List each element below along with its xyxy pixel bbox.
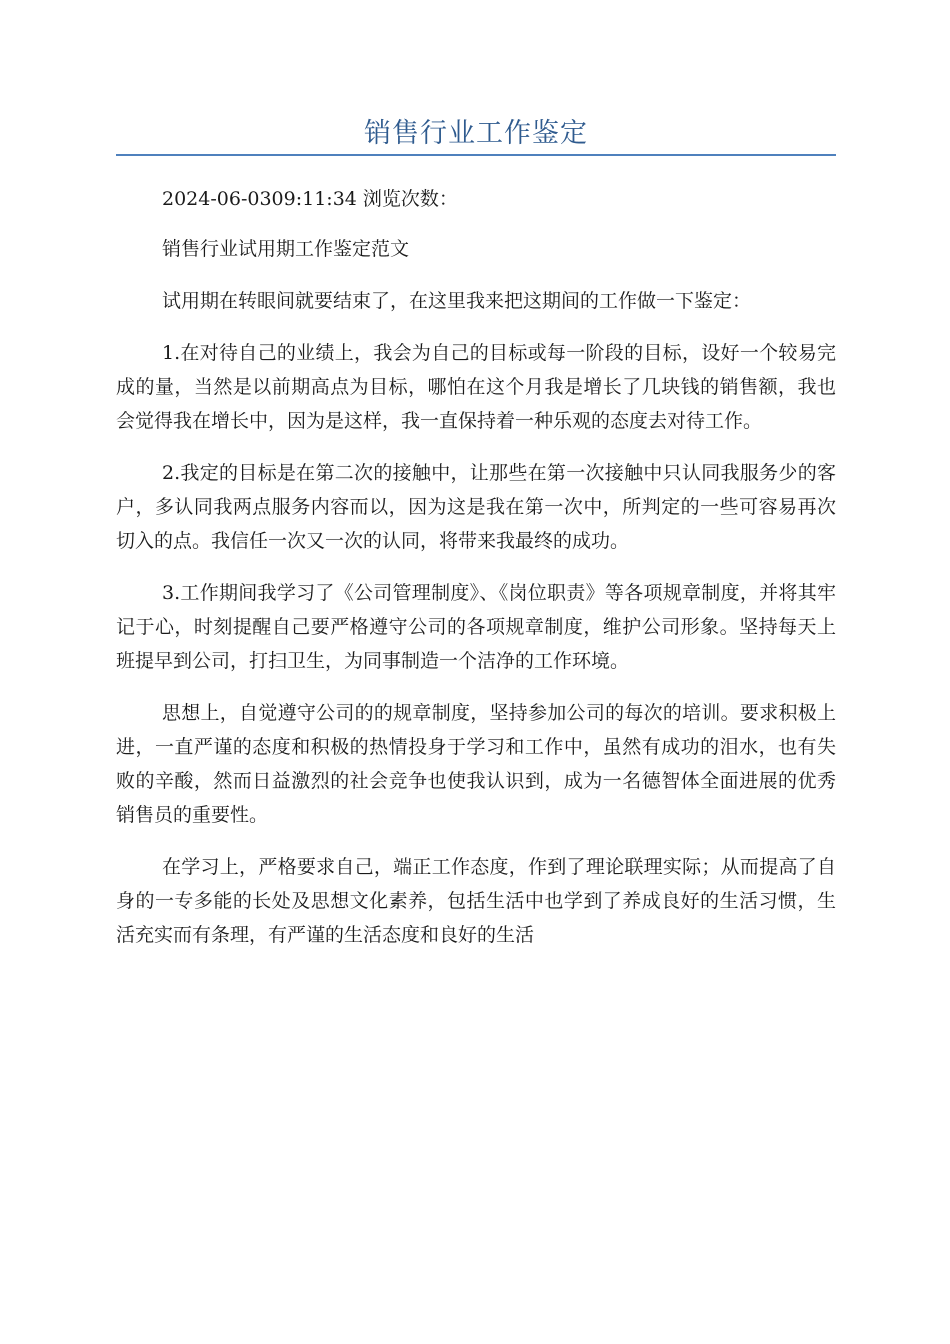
paragraph-thoughts: 思想上，自觉遵守公司的的规章制度，坚持参加公司的每次的培训。要求积极上进，一直严谨的态度和积极的热情投身于学习和工作中，虽然有成功的泪水，也有失败的辛酸，然而日益激烈的社会竞争也使我认识到，成为一名德智体全面进展的优秀销售员的重要性。 <box>116 702 836 826</box>
paragraph-item-1: 1.在对待自己的业绩上，我会为自己的目标或每一阶段的目标，设好一个较易完成的量，当然是以前期高点为目标，哪怕在这个月我是增长了几块钱的销售额，我也会觉得我在增长中，因为是这样，我一直保持着一种乐观的态度去对待工作。 <box>116 342 836 432</box>
paragraph-subtitle: 销售行业试用期工作鉴定范文 <box>162 238 410 260</box>
page-title: 销售行业工作鉴定 <box>364 118 588 149</box>
paragraph-item-2: 2.我定的目标是在第二次的接触中，让那些在第一次接触中只认同我服务少的客户，多认同我两点服务内容而以，因为这是我在第一次中，所判定的一些可容易再次切入的点。我信任一次又一次的认同，将带来我最终的成功。 <box>116 462 836 552</box>
paragraph-item-3: 3.工作期间我学习了《公司管理制度》、《岗位职责》等各项规章制度，并将其牢记于心，时刻提醒自己要严格遵守公司的各项规章制度，维护公司形象。坚持每天上班提早到公司，打扫卫生，为同事制造一个洁净的工作环境。 <box>116 582 836 672</box>
title-underline <box>116 154 836 156</box>
paragraph-intro: 试用期在转眼间就要结束了，在这里我来把这期间的工作做一下鉴定： <box>162 290 752 312</box>
document-page <box>116 0 836 952</box>
document-meta: 2024-06-0309:11:34 浏览次数： <box>162 188 458 210</box>
paragraph-study: 在学习上，严格要求自己，端正工作态度，作到了理论联理实际；从而提高了自身的一专多能的长处及思想文化素养，包括生活中也学到了养成良好的生活习惯，生活充实而有条理，有严谨的生活态度和良好的生活 <box>116 856 836 946</box>
